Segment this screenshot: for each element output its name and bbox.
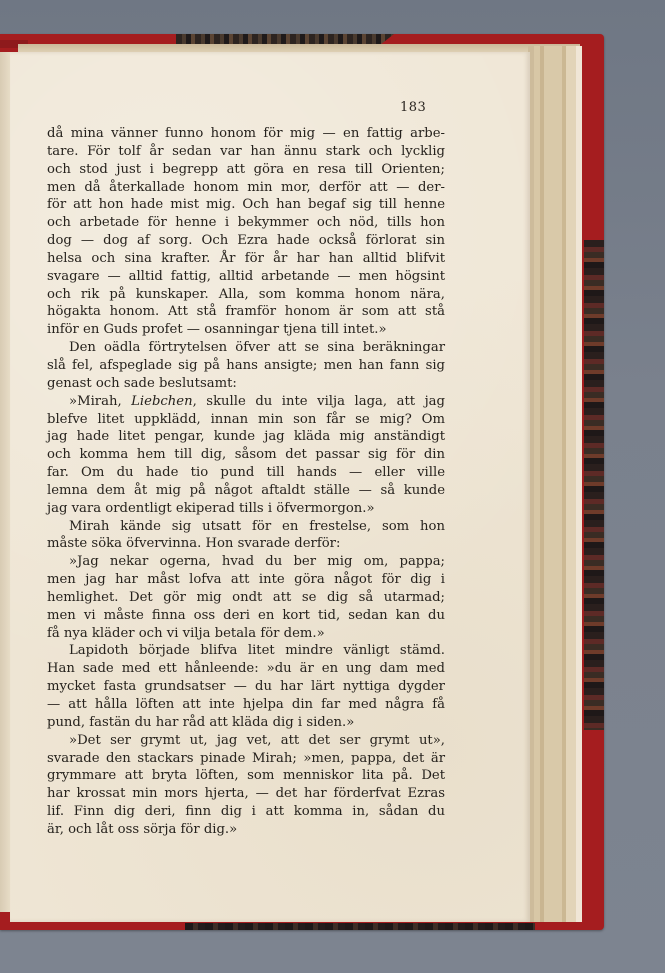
text-line: få nya kläder och vi vilja betala för dem.»	[47, 625, 325, 641]
text-line: svarade den stackars pinade Mirah; »men, pappa, det är	[47, 750, 445, 766]
text-line: och stod just i begrepp att göra en resa till Orienten;	[47, 161, 445, 177]
page-edges-fore	[528, 46, 582, 922]
text-line: dog — dog af sorg. Och Ezra hade också förlorat sin	[47, 233, 445, 249]
text-line: Den oädla förtrytelsen öfver att se sina beräkningar	[69, 340, 445, 356]
text-line: genast och sade beslutsamt:	[47, 375, 237, 391]
text-line: »Det ser grymt ut, jag vet, att det ser grymt ut»,	[69, 732, 445, 748]
text-line: jag hade litet pengar, kunde jag kläda mig anständigt	[47, 429, 445, 445]
text-line: mycket fasta grundsatser — du har lärt nyttiga dygder	[47, 679, 445, 695]
text-line: och komma hem till dig, såsom det passar sig för din	[47, 447, 445, 463]
text-line: lemna dem åt mig på något aftaldt ställe — så kunde	[47, 482, 445, 498]
text-line: men jag har måst lofva att inte göra något för dig i	[47, 572, 445, 588]
text-line: Han sade med ett hånleende: »du är en ung dam med	[47, 661, 445, 677]
book-page	[10, 52, 530, 922]
italic-word: Liebchen	[131, 393, 193, 409]
text-line: då mina vänner funno honom för mig — en fattig arbe-	[47, 126, 445, 141]
text-line: jag vara ordentligt ekiperad tills i öfvermorgon.»	[47, 500, 375, 516]
text-line: — att hålla löften att inte hjelpa din far med några få	[47, 697, 445, 712]
marbled-edge-bottom	[185, 923, 535, 930]
text-line: är, och låt oss sörja för dig.»	[47, 821, 238, 837]
text-line: men vi måste finna oss deri en kort tid, sedan kan du	[47, 607, 445, 623]
text-line: svagare — alltid fattig, alltid arbetande — men högsint	[47, 268, 445, 284]
text-line: lif. Finn dig deri, finn dig i att komma in, sådan du	[47, 804, 445, 820]
text-line: pund, fastän du har råd att kläda dig i siden.»	[47, 714, 355, 730]
text-line: Lapidoth började blifva litet mindre vänligt stämd.	[69, 643, 445, 659]
text-line: hemlighet. Det gör mig ondt att se dig så utarmad;	[47, 589, 445, 605]
page-text	[47, 125, 445, 839]
text-line: och arbetade för henne i bekymmer och nöd, tills hon	[47, 215, 445, 231]
text-line: och rik på kunskaper. Alla, som komma honom nära,	[47, 286, 445, 302]
page-number: 183	[400, 100, 427, 115]
text-line: Mirah kände sig utsatt för en frestelse, som hon	[69, 518, 445, 534]
text-line: har krossat min mors hjerta, — det har förderfvat Ezras	[47, 786, 445, 802]
text-line: helsa och sina krafter. År för år har han alltid blifvit	[47, 250, 445, 266]
text-line: måste söka öfvervinna. Hon svarade derför:	[47, 536, 341, 552]
page-edges-top	[18, 44, 580, 52]
text-line: far. Om du hade tio pund till hands — eller ville	[47, 465, 445, 481]
text-line: men då återkallade honom min mor, derför att — der-	[47, 179, 445, 195]
text-line: högakta honom. Att stå framför honom är som att stå	[47, 304, 445, 320]
text-line: blefve litet uppklädd, innan min son får se mig? Om	[47, 411, 445, 427]
text-line: slå fel, afspeglade sig på hans ansigte; men han fann sig	[47, 357, 445, 373]
text-line: grymmare att bryta löften, som menniskor lita på. Det	[47, 768, 445, 784]
text-line: för att hon hade mist mig. Och han begaf sig till henne	[47, 197, 445, 213]
marbled-edge-right	[584, 240, 604, 730]
text-line: tare. För tolf år sedan var han ännu stark och lycklig	[47, 143, 445, 159]
text-line: »Jag nekar ogerna, hvad du ber mig om, pappa;	[69, 554, 445, 570]
text-line: »Mirah, Liebchen, skulle du inte vilja laga, att jag	[69, 393, 445, 409]
text-line: inför en Guds profet — osanningar tjena till intet.»	[47, 322, 387, 338]
